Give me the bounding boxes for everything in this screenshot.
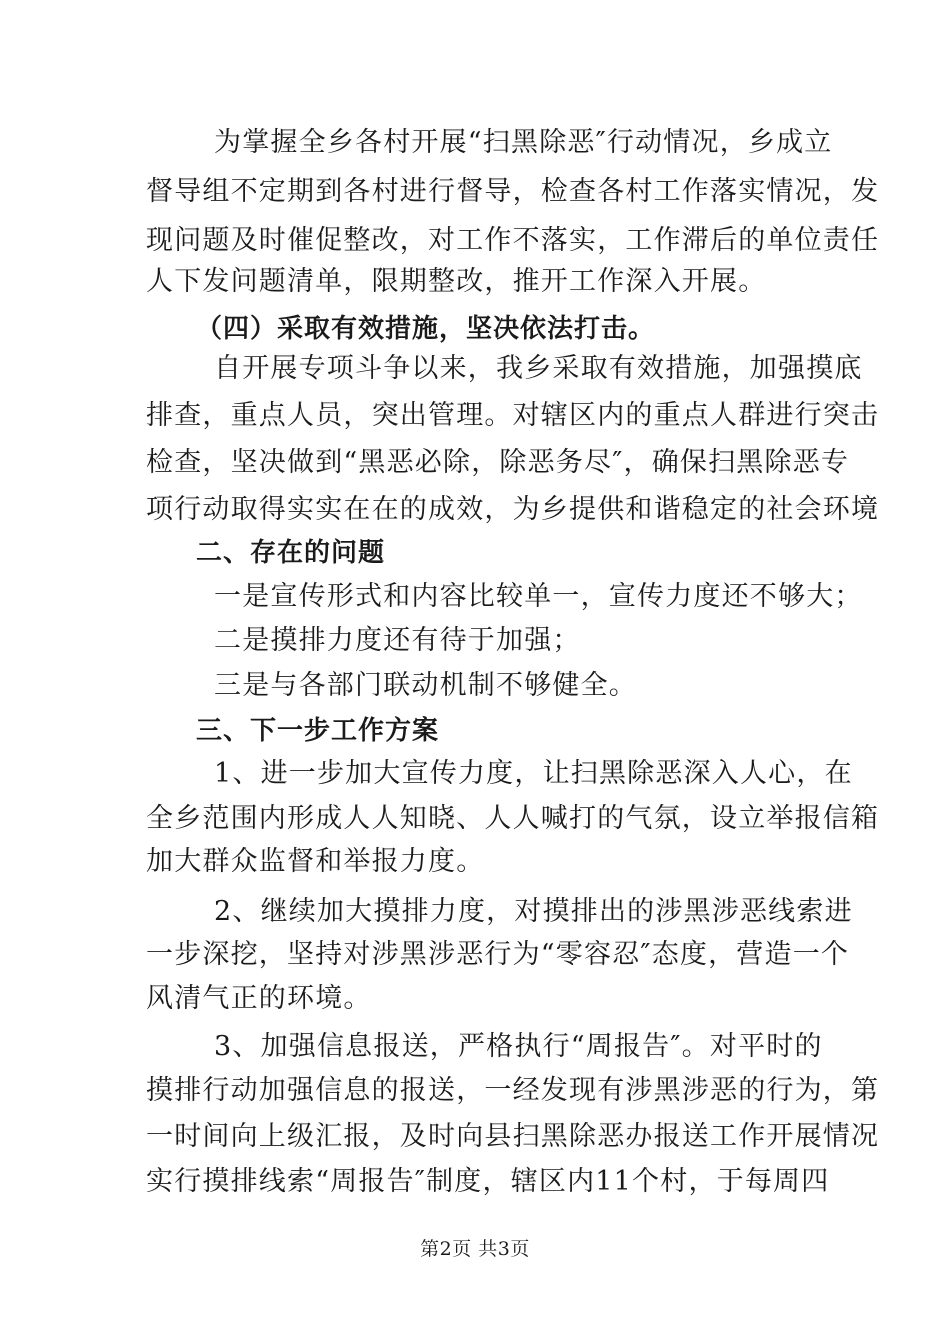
list-item: 三是与各部门联动机制不够健全。 xyxy=(214,670,637,701)
paragraph-line: 实行摸排线索“周报告″制度，辖区内11个村，于每周四 xyxy=(146,1166,830,1197)
paragraph-line: 风清气正的环境。 xyxy=(146,983,372,1014)
paragraph-line: 2、继续加大摸排力度，对摸排出的涉黑涉恶线索进 xyxy=(214,896,853,927)
section-heading: 二、存在的问题 xyxy=(196,538,386,568)
paragraph-line: 一时间向上级汇报，及时向县扫黑除恶办报送工作开展情况 xyxy=(146,1121,880,1152)
page-number-footer: 第2页 共3页 xyxy=(420,1238,530,1260)
paragraph-line: 为掌握全乡各村开展“扫黑除恶″行动情况，乡成立 xyxy=(214,127,833,158)
paragraph-line: 督导组不定期到各村进行督导，检查各村工作落实情况，发 xyxy=(146,176,880,207)
paragraph-line: 1、进一步加大宣传力度，让扫黑除恶深入人心，在 xyxy=(214,758,853,789)
paragraph-line: 现问题及时催促整改，对工作不落实，工作滞后的单位责任 xyxy=(146,225,880,256)
section-heading: 三、下一步工作方案 xyxy=(196,716,440,746)
paragraph-line: 项行动取得实实在在的成效，为乡提供和谐稳定的社会环境 xyxy=(146,494,880,525)
section-subheading: （四）采取有效措施，坚决依法打击。 xyxy=(196,314,656,344)
list-item: 一是宣传形式和内容比较单一，宣传力度还不够大； xyxy=(214,581,863,612)
paragraph-line: 一步深挖，坚持对涉黑涉恶行为“零容忍″态度，营造一个 xyxy=(146,939,850,970)
paragraph-line: 自开展专项斗争以来，我乡采取有效措施，加强摸底 xyxy=(214,353,863,384)
paragraph-line: 3、加强信息报送，严格执行“周报告″。对平时的 xyxy=(214,1031,823,1062)
list-item: 二是摸排力度还有待于加强； xyxy=(214,625,581,656)
paragraph-line: 加大群众监督和举报力度。 xyxy=(146,846,485,877)
paragraph-line: 摸排行动加强信息的报送，一经发现有涉黑涉恶的行为，第 xyxy=(146,1075,880,1106)
paragraph-line: 全乡范围内形成人人知晓、人人喊打的气氛，设立举报信箱 xyxy=(146,803,880,834)
paragraph-line: 检查，坚决做到“黑恶必除，除恶务尽″，确保扫黑除恶专 xyxy=(146,447,850,478)
paragraph-line: 人下发问题清单，限期整改，推开工作深入开展。 xyxy=(146,266,767,297)
paragraph-line: 排查，重点人员，突出管理。对辖区内的重点人群进行突击 xyxy=(146,400,880,431)
